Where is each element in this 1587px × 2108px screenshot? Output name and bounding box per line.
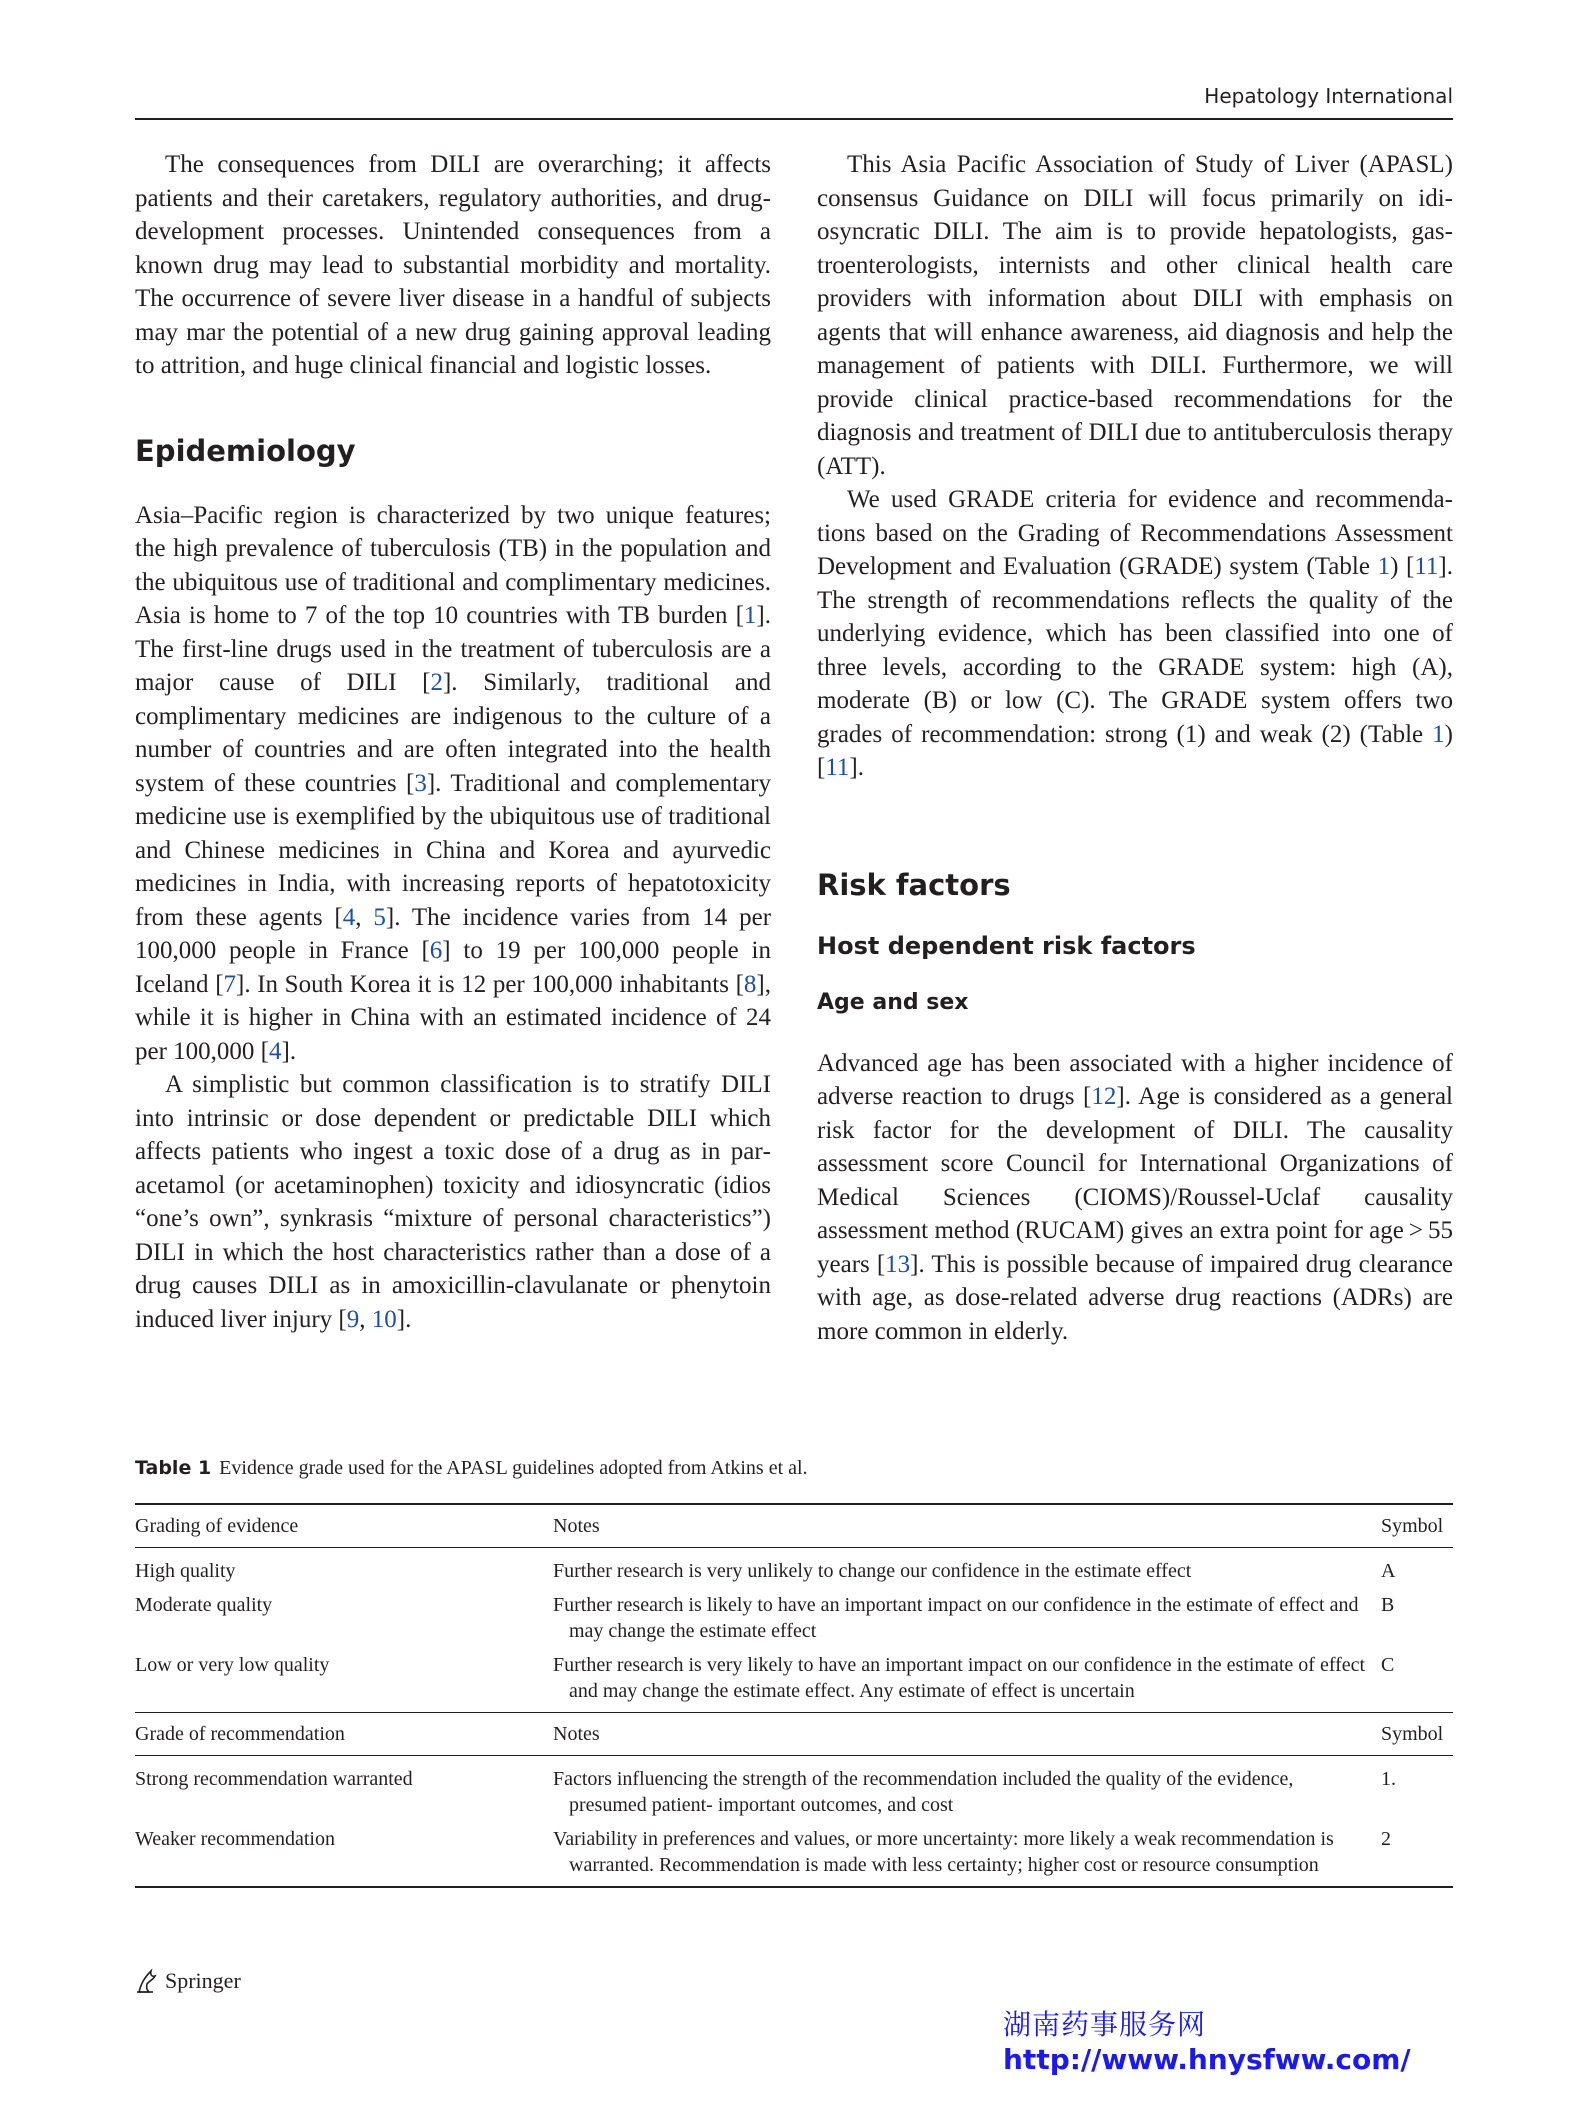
table-row <box>135 1548 1453 1593</box>
grade-cell: High quality <box>135 1560 236 1582</box>
symbol-cell: B <box>1381 1594 1395 1616</box>
publisher-logo <box>135 1965 241 1997</box>
heading-age-and-sex: Age and sex <box>817 989 969 1015</box>
table-caption <box>135 1455 1453 1481</box>
citation-link[interactable]: 8 <box>743 970 757 998</box>
symbol-cell: A <box>1381 1560 1396 1582</box>
left-paragraph-2: Asia–Pacific region is characterized by two unique features; the high prevalence of tuberculosis (TB) in the population and the ubiquitous use of traditional and complimentary medicines. Asia is home to 7 of the top 10 countries with TB burden [1]. The first-line drugs used in the treatment of tuberculosis are a major cause of DILI [2]. Similarly, traditional and complimentary medicines are indigenous to the culture of a number of countries and are often integrated into the health system of these countries [3]. Traditional and complementary medicine use is exemplified by the ubiquitous use of traditional and Chinese medicines in China and Korea and ayurvedic medicines in India, with increasing reports of hepatotoxicity from these agents [4, 5]. The incidence varies from 14 per 100,000 people in France [6] to 19 per 100,000 people in Iceland [7]. In South Korea it is 12 per 100,000 inhabitants [8], while it is higher in China with an estimated incidence of 24 per 100,000 [4]. <box>135 501 772 1065</box>
left-column <box>135 148 771 1336</box>
right-paragraph-2: We used GRADE criteria for evidence and recommendations based on the Grading of Recommendations Assessment Development and Evaluation (GRADE) system (Table 1) [11]. The strength of recommendations reflects the quality of the underlying evidence, which has been classified into one of three levels, according to the GRADE system: high (A), moderate (B) or low (C). The GRADE system offers two grades of recommendation: strong (1) and weak (2) (Table 1) [11]. <box>817 486 1453 781</box>
heading-host-dependent: Host dependent risk factors <box>817 931 1196 960</box>
header-notes: Notes <box>553 1515 600 1537</box>
citation-link[interactable]: 4 <box>342 903 356 931</box>
citation-link[interactable]: 1 <box>1432 720 1445 748</box>
grade-cell: Moderate quality <box>135 1594 273 1616</box>
header-symbol: Symbol <box>1381 1515 1444 1537</box>
watermark-url: http://www.hnysfww.com/ <box>1003 2043 1411 2076</box>
heading-risk-factors: Risk factors <box>817 867 1011 902</box>
left-paragraph-1: The consequences from DILI are overarching; it affects patients and their caretakers, regulatory authorities, and drug-development processes. Unintended consequences from a known drug may lead to substantial morbidity and mortality. The occurrence of severe liver disease in a handful of subjects may mar the potential of a new drug gaining approval leading to attrition, and huge clinical financial and logistic losses. <box>135 151 771 379</box>
right-paragraph-3: Advanced age has been associated with a higher incidence of adverse reaction to drugs [12]. Age is considered as a general risk factor for the development of DILI. The causality assessment score Council for International Organizations of Medical Sciences (CIOMS)/Roussel-Uclaf causality assessment method (RUCAM) gives an extra point for age > 55 years [13]. This is possible because of impaired drug clearance with age, as dose-related adverse drug reactions (ADRs) are more common in elderly. <box>817 1049 1453 1345</box>
table-caption-text: Evidence grade used for the APASL guidelines adopted from Atkins et al. <box>219 1457 808 1479</box>
grade-cell: Strong recommendation warranted <box>135 1768 413 1790</box>
citation-link[interactable]: 6 <box>429 937 443 964</box>
watermark-chinese-text: 湖南药事服务网 <box>1003 2008 1207 2041</box>
table-header-row-recommendation <box>135 1713 1453 1756</box>
notes-cell: Further research is very unlikely to change our confidence in the estimate effect <box>553 1560 1192 1582</box>
right-column <box>817 148 1453 1348</box>
header-notes: Notes <box>553 1723 600 1745</box>
notes-cell: Further research is likely to have an important impact on our confidence in the estimate of effect and may change the estimate effect <box>553 1594 1359 1642</box>
citation-link[interactable]: 9 <box>346 1305 360 1333</box>
publisher-name: Springer <box>165 1968 241 1993</box>
heading-epidemiology: Epidemiology <box>135 433 356 468</box>
citation-link[interactable]: 7 <box>223 970 237 998</box>
citation-link[interactable]: 10 <box>371 1305 397 1333</box>
citation-link[interactable]: 2 <box>430 669 443 696</box>
table-row <box>135 1652 1453 1713</box>
grade-cell: Low or very low quality <box>135 1654 330 1676</box>
table-header-row-evidence <box>135 1504 1453 1548</box>
header-grade-of-recommendation: Grade of recommendation <box>135 1723 345 1745</box>
citation-link[interactable]: 4 <box>269 1037 282 1065</box>
notes-cell: Factors influencing the strength of the recommendation included the quality of the evidence, presumed patient- important outcomes, and cost <box>553 1768 1294 1816</box>
site-watermark <box>1003 2008 1411 2078</box>
header-symbol: Symbol <box>1381 1723 1444 1745</box>
springer-horse-icon <box>135 1968 159 1994</box>
notes-cell: Further research is very likely to have an important impact on our confidence in the estimate of effect and may change the estimate effect. Any estimate of effect is uncertain <box>553 1654 1366 1702</box>
symbol-cell: 1. <box>1381 1768 1396 1790</box>
left-paragraph-3: A simplistic but common classification is to stratify DILI into intrinsic or dose dependent or predictable DILI which affects patients who ingest a toxic dose of a drug as in paracetamol (or acetaminophen) toxicity and idiosyncratic (idios “one’s own”, synkrasis “mixture of personal characteristics”) DILI in which the host characteristics rather than a dose of a drug causes DILI as in amoxicillin-clavulanate or phenytoin induced liver injury [9, 10]. <box>135 1071 771 1333</box>
evidence-grade-table <box>135 1503 1453 1888</box>
citation-link[interactable]: 5 <box>373 903 386 931</box>
table-row <box>135 1756 1453 1827</box>
citation-link[interactable]: 1 <box>743 602 757 629</box>
evidence-table-block <box>135 1455 1453 1888</box>
symbol-cell: C <box>1381 1654 1395 1676</box>
citation-link[interactable]: 1 <box>1377 553 1391 580</box>
header-grading-of-evidence: Grading of evidence <box>135 1515 299 1537</box>
table-row <box>135 1592 1453 1652</box>
citation-link[interactable]: 12 <box>1091 1083 1117 1110</box>
journal-name: Hepatology International <box>1204 84 1453 108</box>
citation-link[interactable]: 11 <box>1414 553 1439 580</box>
table-row <box>135 1826 1453 1887</box>
running-head <box>135 84 1453 120</box>
citation-link[interactable]: 11 <box>825 754 850 781</box>
table-label: Table 1 <box>135 1457 212 1479</box>
right-paragraph-1: This Asia Pacific Association of Study of Liver (APASL) consensus Guidance on DILI will focus primarily on idiosyncratic DILI. The aim is to provide hepatologists, gastroenterologists, internists and other clinical health care providers with information about DILI with emphasis on agents that will enhance awareness, aid diagnosis and help the management of patients with DILI. Furthermore, we will provide clinical practice-based recommendations for the diagnosis and treatment of DILI due to antituberculosis therapy (ATT). <box>817 151 1453 480</box>
citation-link[interactable]: 3 <box>414 769 427 797</box>
citation-link[interactable]: 13 <box>885 1250 911 1278</box>
grade-cell: Weaker recommendation <box>135 1828 335 1850</box>
notes-cell: Variability in preferences and values, or more uncertainty: more likely a weak recommendation is warranted. Recommendation is made with less certainty; higher cost or resource consumption <box>553 1828 1334 1876</box>
symbol-cell: 2 <box>1381 1828 1391 1850</box>
